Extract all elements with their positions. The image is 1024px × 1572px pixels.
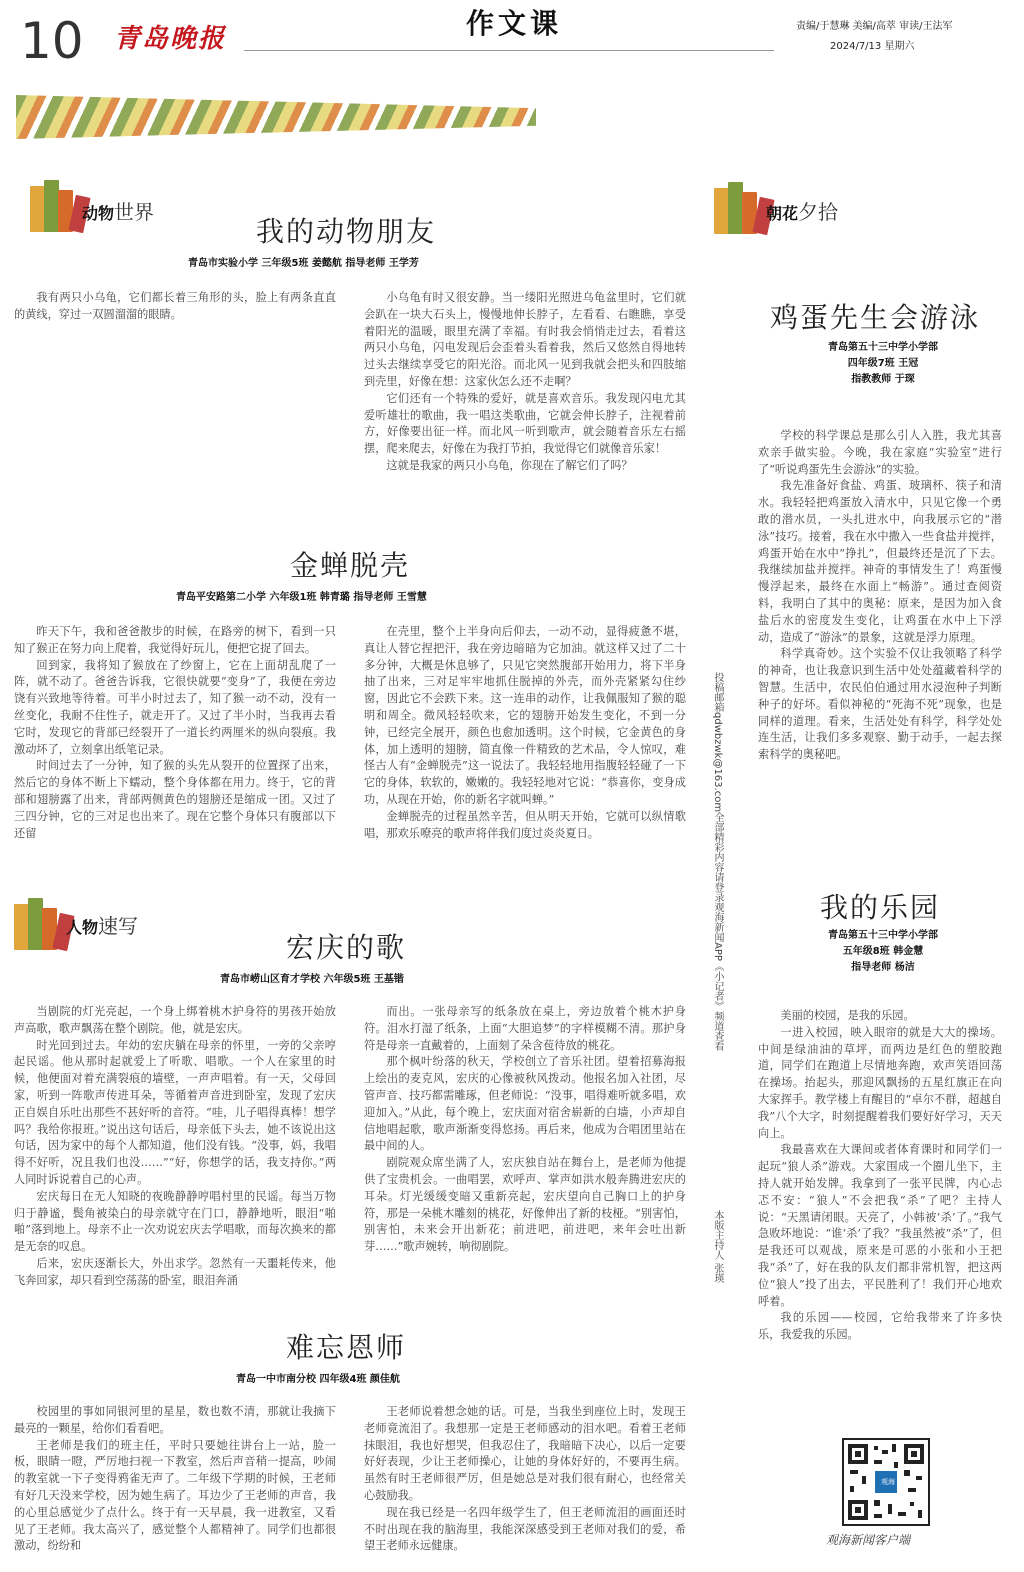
editor-credits: 责编/于慧琳 美编/高萃 审读/王法军: [796, 21, 953, 32]
article-body-col1: 当剧院的灯光亮起，一个身上绑着桃木护身符的男孩开始放声高歌，歌声飘荡在整个剧院。他，就是宏庆。 时光回到过去。年幼的宏庆躺在母亲的怀里，一旁的父亲哼起民谣。他从那时起就爱上了听歌、唱歌。一个人在家里的时候，他便面对着充满裂痕的墙壁，一声声唱着。有一天，父母回家，听到一阵歌声传进耳朵，等循着声音进到卧室，发现了宏庆正自娱自乐吐出那些不甚好听的音符。“哇，儿子唱得真棒！想学吗？我给你报班。”说出这句话后，母亲低下头去，她不该说出这句话，因为家中的每个人都知道，他们没有钱。“没事，妈，我唱得不好听，况且我们也没……”“好，你想学的话，我支持你。”两人同时诉说着自己的心声。 宏庆每日在无人知晓的夜晚静静哼唱村里的民谣。每当万物归于静谧，鬓角被染白的母亲就守在门口，静静地听，眼泪“啪啪”落到地上。母亲不止一次劝说宏庆去学唱歌，而每次换来的都是无奈的叹息。 后来，宏庆逐渐长大，外出求学。忽然有一天噩耗传来，他飞奔回家，却只看到空荡荡的卧室，眼泪奔涌: [14, 1005, 336, 1287]
article-body-col2: 而出。一张母亲写的纸条放在桌上，旁边放着个桃木护身符。泪水打湿了纸条，上面“大胆追梦”的字样模糊不清。那护身符是母亲一直戴着的，上面刻了朵含苞待放的桃花。 那个枫叶纷落的秋天，学校创立了音乐社团。望着招募海报上绘出的麦克风，宏庆的心像被秋风拨动。他报名加入社团，尽管声音、技巧都需雕琢，但老师说：“没事，唱得难听就多唱，欢迎加入。”从此，每个晚上，宏庆面对宿舍崭新的白墙，小声却自信地唱起歌，歌声渐渐变得悠扬。再后来，他成为合唱团里站在最中间的人。 剧院观众席坐满了人，宏庆独自站在舞台上，是老师为他提供了宝贵机会。一曲唱罢，欢呼声、掌声如洪水般奔腾进宏庆的耳朵。灯光缓缓变暗又重新亮起，宏庆望向自己胸口上的护身符，那是一朵桃木雕刻的桃花，好像伸出了新的枝桠。“别害怕，别害怕，未来会开出新花；前进吧，前进吧，来年会吐出新芽……”歌声婉转，响彻剧院。: [364, 1005, 686, 1254]
category-portrait: 人物速写: [66, 914, 139, 938]
article-title: 宏庆的歌: [286, 931, 407, 964]
article-body: 学校的科学课总是那么引人入胜，我尤其喜欢亲手做实验。今晚，我在家庭“实验室”进行了“听说鸡蛋先生会游泳”的实验。 我先准备好食盐、鸡蛋、玻璃杯、筷子和清水。我轻轻把鸡蛋放入清水中，只见它像一个勇敢的潜水员，一头扎进水中，向我展示它的“潜泳”技巧。接着，我在水中撒入一些食盐并搅拌，鸡蛋开始在水中“挣扎”，但最终还是沉了下去。我继续加盐并搅拌。神奇的事情发生了！鸡蛋慢慢浮起来，最终在水面上“畅游”。通过查阅资料，我明白了其中的奥秘：原来，是因为加入食盐后水的密度发生变化，让鸡蛋在水中上下浮动，造成了“游泳”的景象，这就是浮力原理。 科学真奇妙。这个实验不仅让我领略了科学的神奇，也让我意识到生活中处处蕴藏着科学的智慧。生活中，农民伯伯通过用水浸泡种子判断种子的好坏。看似神秘的“死海不死”现象，也是同样的道理。看来，生活处处有科学，科学处处连生活，让我们多多观察、勤于动手，一起去探索科学的奥秘吧。: [758, 429, 1002, 762]
page-host: 本版主持人 张瑛: [712, 1210, 723, 1284]
article-body-col2: 小乌龟有时又很安静。当一缕阳光照进乌龟盆里时，它们就会趴在一块大石头上，慢慢地伸长脖子，左看看、右瞧瞧，享受着阳光的温暖，眼里充满了幸福。有时我会悄悄走过去，看着这两只小乌龟，闪电发现后会歪着头看着我，然后又悠然自得地转过头去继续享受它的阳光浴。而北风一见到我就会把头和四肢缩到壳里，好像在想：这家伙怎么还不走啊？ 它们还有一个特殊的爱好，就是喜欢音乐。我发现闪电尤其爱听雄壮的歌曲，我一唱这类歌曲，它就会伸长脖子，注视着前方，好像要出征一样。而北风一听到歌声，就会随着音乐左右摇摆，爬来爬去，好像在为我打节拍，我觉得它们就像音乐家！ 这就是我家的两只小乌龟，你现在了解它们了吗？: [364, 291, 686, 472]
qr-code-icon[interactable]: [842, 1438, 930, 1526]
article-byline: 青岛市实验小学 三年级5班 姜懿航 指导老师 王学芳: [188, 258, 419, 269]
decorative-banner: [16, 95, 536, 139]
article-title: 我的乐园: [820, 891, 941, 924]
article-title: 我的动物朋友: [256, 215, 437, 248]
category-animal-world: 动物世界: [82, 200, 155, 224]
article-byline: 青岛第五十三中学小学部 五年级8班 韩金慧 指导老师 杨洁: [828, 930, 938, 973]
article-byline: 青岛平安路第二小学 六年级1班 韩青璐 指导老师 王雪慧: [176, 592, 427, 603]
article-byline: 青岛一中市南分校 四年级4班 颜佳航: [236, 1374, 400, 1385]
header-rule: [244, 50, 774, 51]
category-morning-flowers: 朝花夕拾: [766, 200, 839, 224]
article-body-col1: 昨天下午，我和爸爸散步的时候，在路旁的树下，看到一只知了猴正在努力向上爬着，我觉得好玩儿，便把它捉了回去。 回到家，我将知了猴放在了纱窗上，它在上面胡乱爬了一阵，就不动了。爸爸告诉我，它很快就要“变身”了，我便在旁边饶有兴致地等待着。可半小时过去了，知了猴一动不动，没有一丝变化，我耐不住性子，就走开了。又过了半小时，当我再去看它时，发现它的背部已经裂开了一道长约两厘米的纵向裂痕。我激动坏了，立刻拿出纸笔记录。 时间过去了一分钟，知了猴的头先从裂开的位置探了出来，然后它的身体不断上下蠕动，整个身体都在用力。终于，它的背部和翅膀露了出来，背部两侧黄色的翅膀还是缩成一团。又过了三四分钟，它的三对足也出来了。现在它整个身体只有腹部以下还留: [14, 625, 336, 840]
article-body-col2: 在壳里，整个上半身向后仰去，一动不动，显得疲惫不堪，真让人替它捏把汗，我在旁边暗暗为它加油。就这样又过了二十多分钟，大概是休息够了，只见它突然腹部开始用力，将下半身抽了出来，三对足牢牢地抓住脱掉的外壳，而外壳紧紧勾住纱窗，因此它不会跌下来。这一连串的动作，让我佩服知了猴的聪明和周全。微风轻轻吹来，它的翅膀开始发生变化，不到一分钟，已经完全展开，颜色也愈加透明。这个时候，它金黄色的身体，加上透明的翅膀，简直像一件精致的艺术品，令人惊叹，难怪古人有“金蝉脱壳”这一说法了。我轻轻地用指腹轻轻碰了一下它的身体，软软的，嫩嫩的。我轻轻地对它说：“恭喜你，变身成功，从现在开始，你的新名字就叫蝉。” 金蝉脱壳的过程虽然辛苦，但从明天开始，它就可以纵情歌唱，那欢乐嘹亮的歌声将伴我们度过炎炎夏日。: [364, 625, 686, 840]
page-number: 10: [20, 12, 84, 70]
article-body-col1: 我有两只小乌龟，它们都长着三角形的头，脸上有两条直直的黄线，穿过一双圆溜溜的眼睛。: [14, 291, 336, 321]
qr-caption: 观海新闻客户端: [826, 1533, 911, 1547]
submission-notice: 投稿邮箱qdwbzwk@163.com全部精彩内容请登录观海新闻APP《小记者》频道查看: [712, 672, 723, 1051]
article-body: 美丽的校园，是我的乐园。 一进入校园，映入眼帘的就是大大的操场。中间是绿油油的草坪，而两边是红色的塑胶跑道，同学们在跑道上尽情地奔跑，欢声笑语回荡在操场。抬起头，那迎风飘扬的五星红旗正在向大家挥手。教学楼上有醒目的“卓尔不群，超越自我”八个大字，时刻提醒着我们要好好学习，天天向上。 我最喜欢在大课间或者体育课时和同学们一起玩“狼人杀”游戏。大家围成一个圈儿坐下，主持人就开始发牌。我拿到了一张平民牌，内心忐忑不安：“狼人”不会把我“杀”了吧？主持人说：“天黑请闭眼。天亮了，小韩被‘杀’了。”我气急败坏地说：“谁‘杀’了我？”我虽然被“杀”了，但是我还可以观战，原来是可恶的小张和小王把我“杀”了，好在我的队友们都非常机智，把这两位“狼人”投了出去，平民胜利了！我们开心地欢呼着。 我的乐园——校园，它给我带来了许多快乐，我爱我的乐园。: [758, 1009, 1002, 1342]
article-body-col1: 校园里的事如同银河里的星星，数也数不清，那就让我摘下最亮的一颗星，给你们看看吧。 王老师是我们的班主任，平时只要她往讲台上一站，脸一板，眼睛一瞪，严厉地扫视一下教室，然后声音稍一提高，吵闹的教室就一下子变得鸦雀无声了。二年级下学期的时候，王老师有好几天没来学校，因为她生病了。耳边少了王老师的声音，我的心里总感觉少了点什么。终于有一天早晨，我一进教室，又看见了王老师。我太高兴了，感觉整个人都精神了。同学们也都很激动，纷纷和: [14, 1405, 336, 1553]
article-body-col2: 王老师说着想念她的话。可是，当我坐到座位上时，发现王老师竟流泪了。我想那一定是王老师感动的泪水吧。看着王老师抹眼泪，我也好想哭，但我忍住了，我暗暗下决心，以后一定要好好表现，少让王老师操心，让她的身体好好的，不要再生病。虽然有时王老师很严厉，但是她总是对我们很有耐心，也经常关心鼓励我。 现在我已经是一名四年级学生了，但王老师流泪的画面还时不时出现在我的脑海里，我能深深感受到王老师对我们的爱，希望王老师永远健康。: [364, 1405, 686, 1553]
article-title: 金蝉脱壳: [290, 549, 411, 582]
newspaper-logo: 青岛晚报: [114, 24, 227, 54]
issue-date: 2024/7/13 星期六: [830, 41, 915, 52]
article-byline: 青岛市崂山区育才学校 六年级5班 王基锴: [220, 974, 404, 985]
article-byline: 青岛第五十三中学小学部 四年级7班 王冠 指教教师 于琛: [828, 342, 938, 385]
article-title: 鸡蛋先生会游泳: [770, 301, 981, 334]
qr-center-text: 观海: [881, 1478, 895, 1486]
article-title: 难忘恩师: [286, 1331, 407, 1364]
section-title: 作文课: [466, 7, 563, 40]
